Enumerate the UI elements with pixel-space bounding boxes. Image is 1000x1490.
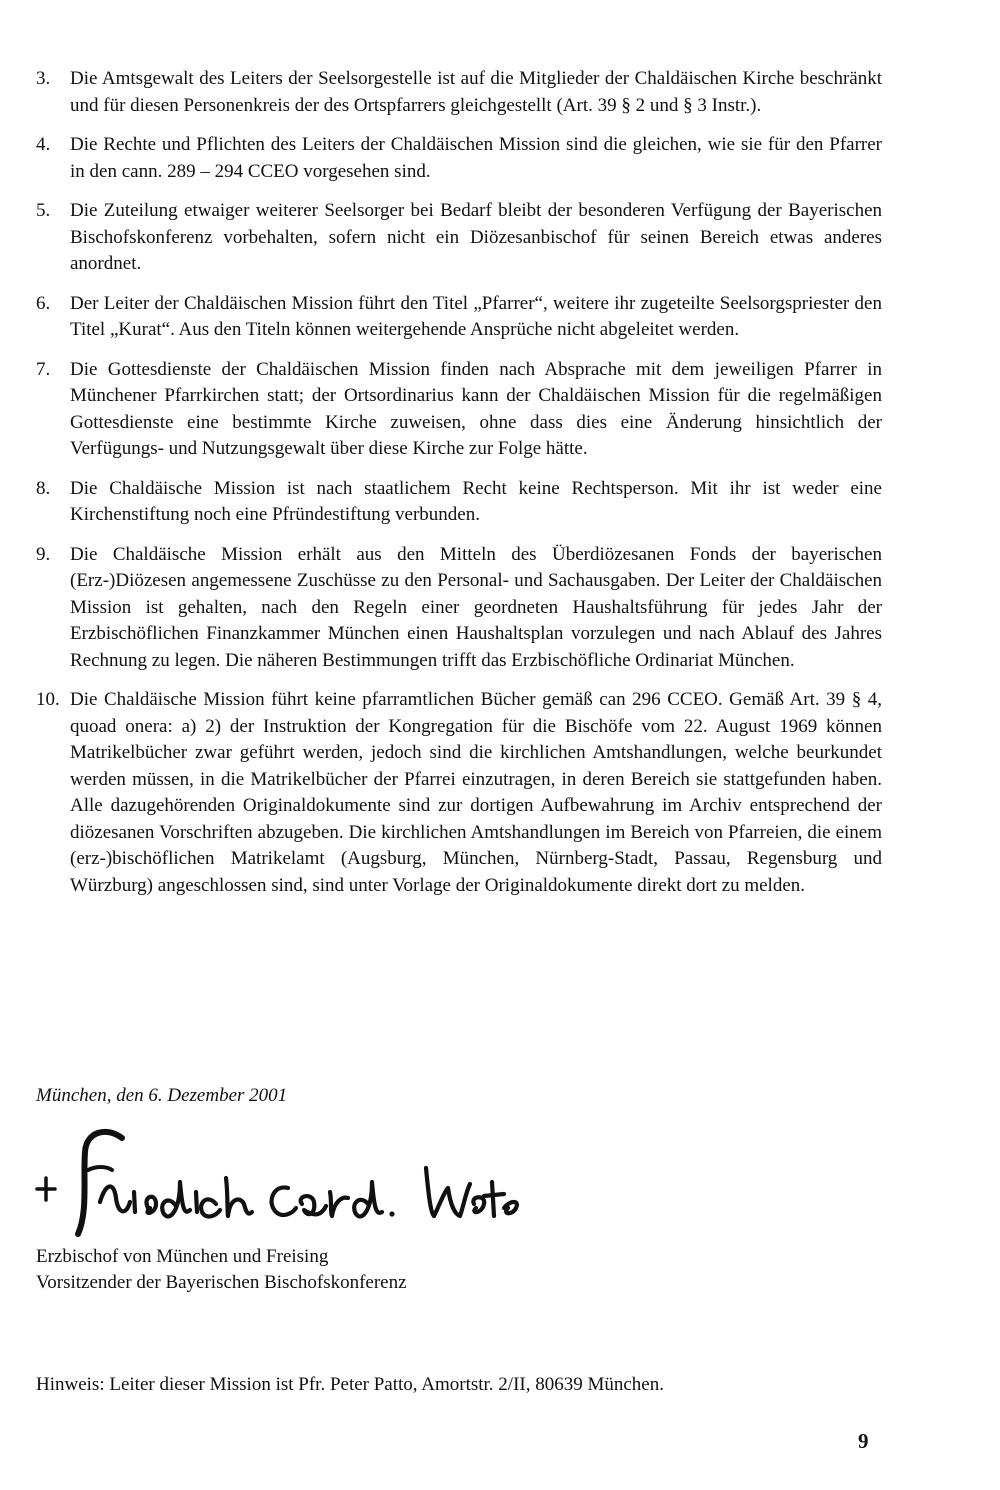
- item-text: Die Rechte und Pflichten des Leiters der Chaldäischen Mission sind die gleichen, wie sie für den Pfarrer in den cann. 289 – 294 CCEO vorgesehen sind.: [70, 134, 882, 182]
- item-number: 8.: [36, 477, 51, 499]
- place-and-date: München, den 6. Dezember 2001: [36, 1085, 288, 1106]
- item-number: 9.: [36, 543, 51, 565]
- signatory-block: [36, 1244, 407, 1296]
- item-text: Die Chaldäische Mission ist nach staatlichem Recht keine Rechtsperson. Mit ihr ist weder eine Kirchenstiftung noch eine Pfründestiftung verbunden.: [70, 477, 882, 525]
- item-number: 4.: [36, 134, 51, 155]
- list-item: [36, 357, 882, 463]
- item-number: 6.: [36, 292, 51, 314]
- page-number: 9: [858, 1429, 869, 1453]
- item-text: Die Chaldäische Mission führt keine pfarramtlichen Bücher gemäß can 296 CCEO. Gemäß Art. 39 § 4, quoad onera: a) 2) der Instruktion der Kongregation für die Bischöfe vom 22. August 1969 können Matrikelbücher zwar geführt werden, jedoch sind die kirchlichen Amtshandlungen, welche beurkundet werden müssen, in die Matrikelbücher der Pfarrei einzutragen, in deren Bereich sie stattgefunden haben. Alle dazugehörenden Originaldokumente sind zur dortigen Aufbewahrung im Archiv entsprechend der diözesanen Vorschriften abzugeben. Die kirchlichen Amtshandlungen im Bereich von Pfarreien, die einem (erz-)bischöflichen Matrikelamt (Augsburg, München, Nürnberg-Stadt, Passau, Regensburg und Würzburg) angeschlossen sind, sind unter Vorlage der Originaldokumente direkt dort zu melden.: [70, 689, 882, 896]
- item-number: 7.: [36, 358, 51, 380]
- list-item: [36, 291, 882, 344]
- list-item: [36, 198, 882, 278]
- item-number: 3.: [36, 68, 51, 89]
- item-number: 10.: [36, 689, 60, 710]
- item-number: 5.: [36, 200, 51, 221]
- item-text: Die Amtsgewalt des Leiters der Seelsorgestelle ist auf die Mitglieder der Chaldäischen Kirche beschränkt und für diesen Personenkreis der des Ortspfarrers gleichgestellt (Art. 39 § 2 und § 3 Instr.).: [70, 68, 882, 116]
- numbered-provisions-list: [36, 66, 882, 912]
- handwritten-signature: [30, 1122, 520, 1240]
- signatory-role: Vorsitzender der Bayerischen Bischofskonferenz: [36, 1272, 407, 1293]
- item-text: Die Chaldäische Mission erhält aus den Mitteln des Überdiözesanen Fonds der bayerischen (Erz-)Diözesen angemessene Zuschüsse zu den Personal- und Sachausgaben. Der Leiter der Chaldäischen Mission ist gehalten, nach den Regeln einer geordneten Haushaltsführung für jedes Jahr der Erzbischöflichen Finanzkammer München einen Haushaltsplan vorzulegen und nach Ablauf des Jahres Rechnung zu legen. Die näheren Bestimmungen trifft das Erzbischöfliche Ordinariat München.: [70, 543, 882, 671]
- list-item: [36, 476, 882, 529]
- note-text: Hinweis: Leiter dieser Mission ist Pfr. Peter Patto, Amortstr. 2/II, 80639 München.: [36, 1374, 664, 1395]
- item-text: Die Zuteilung etwaiger weiterer Seelsorger bei Bedarf bleibt der besonderen Verfügung der Bayerischen Bischofskonferenz vorbehalten, sofern nicht ein Diözesanbischof für seinen Bereich etwas anderes anordnet.: [70, 200, 882, 274]
- list-item: [36, 687, 882, 899]
- item-text: Die Gottesdienste der Chaldäischen Mission finden nach Absprache mit dem jeweiligen Pfarrer in Münchener Pfarrkirchen statt; der Ortsordinarius kann der Chaldäischen Mission für die regelmäßigen Gottesdienste eine bestimmte Kirche zuweisen, ohne dass dies eine Änderung hinsichtlich der Verfügungs- und Nutzungsgewalt über diese Kirche zur Folge hätte.: [70, 358, 882, 459]
- list-item: [36, 132, 882, 185]
- signatory-title: Erzbischof von München und Freising: [36, 1246, 329, 1267]
- list-item: [36, 542, 882, 675]
- item-text: Der Leiter der Chaldäischen Mission führt den Titel „Pfarrer“, weitere ihr zugeteilte Seelsorgspriester den Titel „Kurat“. Aus den Titeln können weitergehende Ansprüche nicht abgeleitet werden.: [70, 292, 882, 340]
- list-item: [36, 66, 882, 119]
